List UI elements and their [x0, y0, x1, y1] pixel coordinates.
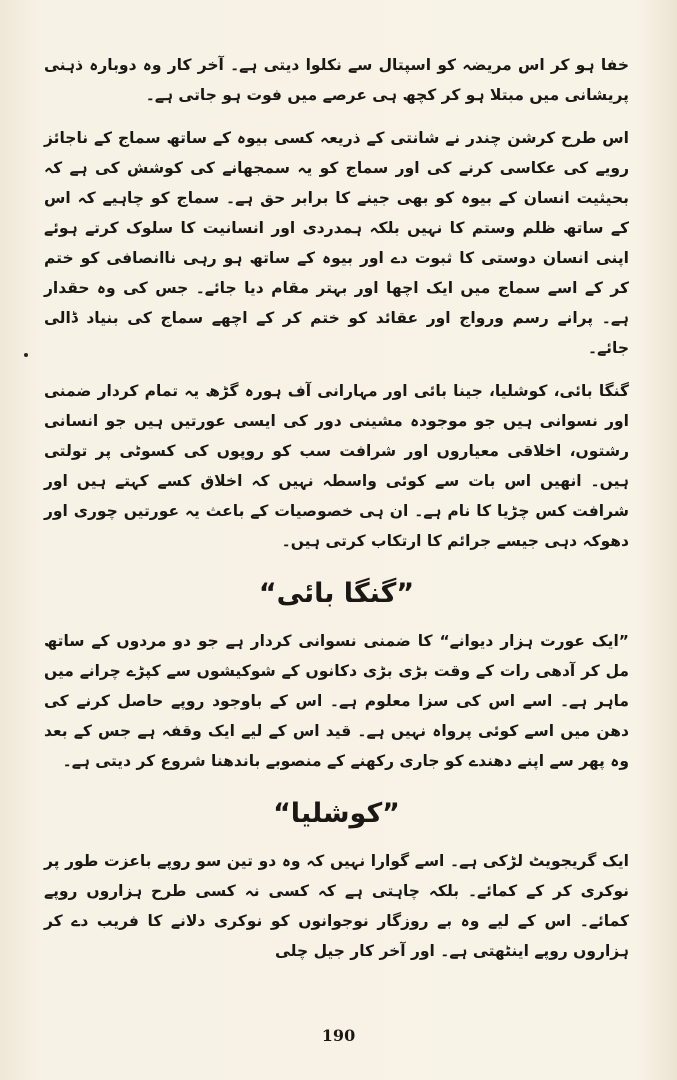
margin-mark	[24, 353, 28, 357]
paragraph-3: گنگا بائی، کوشلیا، جینا بائی اور مہارانی آف ہورہ گڑھ یہ تمام کردار ضمنی اور نسوانی ہیں جو موجودہ مشینی دور کی ایسی عورتیں ہیں جو انسانی رشتوں، اخلاقی معیاروں اور شرافت سب کو روپوں کی کسوٹی پر تولتی ہیں۔ انھیں اس بات سے کوئی واسطہ نہیں کہ اخلاق کسے کہتے ہیں اور شرافت کس چڑیا کا نام ہے۔ ان ہی خصوصیات کے باعث یہ عورتیں چوری اور دھوکہ دہی جیسے جرائم کا ارتکاب کرتی ہیں۔	[44, 382, 629, 550]
paragraph-1: خفا ہو کر اس مریضہ کو اسپتال سے نکلوا دیتی ہے۔ آخر کار وہ دوبارہ ذہنی پریشانی میں مبتلا ہو کر کچھ ہی عرصے میں فوت ہو جاتی ہے۔	[44, 56, 629, 104]
paragraph-4: ”ایک عورت ہزار دیوانے“ کا ضمنی نسوانی کردار ہے جو دو مردوں کے ساتھ مل کر آدھی رات کے وقت بڑی بڑی دکانوں کے شوکیشوں سے کپڑے چرانے میں ماہر ہے۔ اسے اس کی سزا معلوم ہے۔ اس کے باوجود روپے حاصل کرنے کی دھن میں اسے کوئی پرواہ نہیں ہے۔ قید اس کے لیے ایک وقفہ ہے جس کے بعد وہ پھر سے اپنے دھندے کو جاری رکھنے کے منصوبے باندھنا شروع کر دیتی ہے۔	[44, 632, 629, 770]
paragraph-2: اس طرح کرشن چندر نے شانتی کے ذریعہ کسی بیوہ کے ساتھ سماج کے ناجائز رویے کی عکاسی کرنے کی اور سماج کو یہ سمجھانے کی کوشش کی ہے کہ بحیثیت انسان کے بیوہ کو بھی جینے کا برابر حق ہے۔ سماج کو چاہیے کہ اس کے ساتھ ظلم وستم کا نہیں بلکہ ہمدردی اور انسانیت کا سلوک کرتے ہوئے اپنی انسان دوستی کا ثبوت دے اور بیوہ کے ساتھ ہو رہی ناانصافی کو ختم کر کے اسے سماج میں ایک اچھا اور بہتر مقام دیا جائے۔ جس کی وہ حقدار ہے۔ پرانے رسم ورواج اور عقائد کو ختم کر کے اچھے سماج کی بنیاد ڈالی جائے۔	[44, 129, 629, 357]
page-number: 190	[321, 1026, 356, 1045]
page-content	[44, 50, 629, 979]
heading-kaushalya: ”کوشلیا“	[273, 798, 400, 829]
heading-ganga-bai: ”گنگا بائی“	[258, 578, 415, 609]
paragraph-5: ایک گریجویٹ لڑکی ہے۔ اسے گوارا نہیں کہ وہ دو تین سو روپے باعزت طور پر نوکری کر کے کمائے۔ بلکہ چاہتی ہے کہ کسی نہ کسی طرح ہزاروں روپے کمائے۔ اس کے لیے وہ بے روزگار نوجوانوں کو نوکری دلانے کا فریب دے کر ہزاروں روپے اینٹھتی ہے۔ اور آخر کار جیل چلی	[44, 852, 629, 960]
